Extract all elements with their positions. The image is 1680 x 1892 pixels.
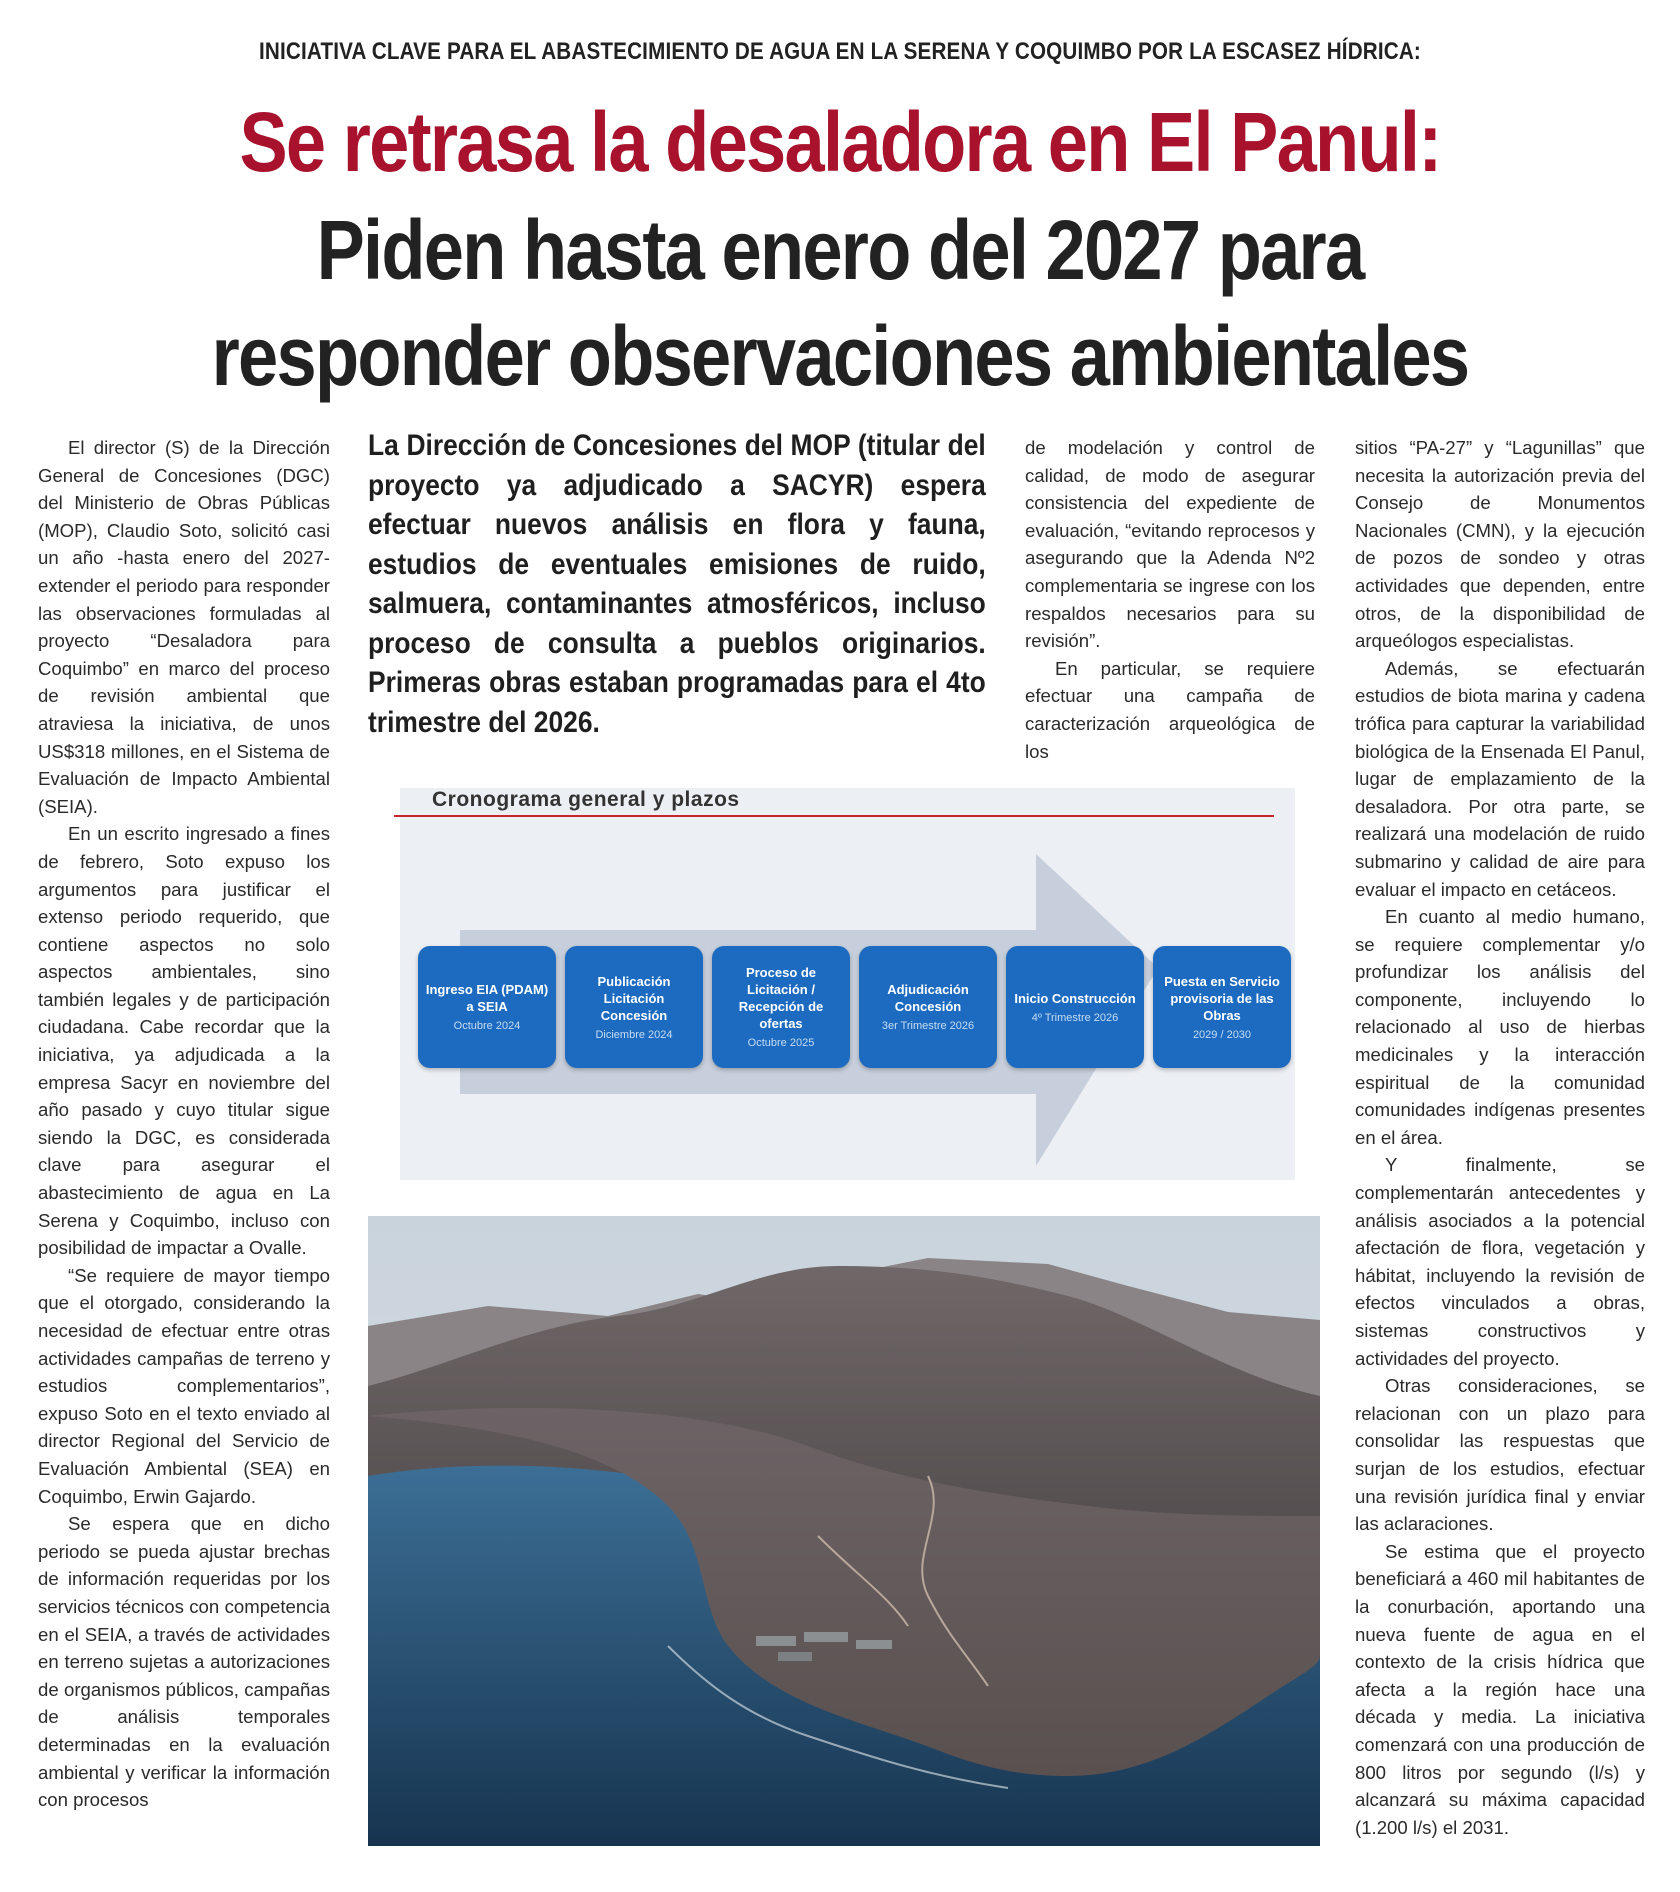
- building: [804, 1632, 848, 1642]
- step-date: 2029 / 2030: [1192, 1028, 1252, 1041]
- headline-line-1: Se retrasa la desaladora en El Panul:: [239, 95, 1441, 189]
- timeline-step: [859, 946, 997, 1068]
- paragraph: Se espera que en dicho periodo se pueda ajustar brechas de información requeridas por los servicios técnicos con competencia en el SEIA, a través de actividades en terreno sujetas a autorizaciones de organismos públicos, campañas de análisis temporales determinadas en la evaluación ambiental y verificar la información con procesos: [38, 1513, 330, 1811]
- paragraph: sitios “PA-27” y “Lagunillas” que necesita la autorización previa del Consejo de Monumentos Nacionales (CMN), y la ejecución de pozos de sondeo y otras actividades que dependen, entre otros, de la disponibilidad de arqueólogos especialistas.: [1355, 437, 1645, 652]
- paragraph: “Se requiere de mayor tiempo que el otorgado, considerando la necesidad de efectuar entre otras actividades campañas de terreno y estudios complementarios”, expuso Soto en el texto enviado al director Regional del Servicio de Evaluación Ambiental (SEA) en Coquimbo, Erwin Gajardo.: [38, 1264, 330, 1507]
- timeline-step: [418, 946, 556, 1068]
- headline-line-3: responder observaciones ambientales: [211, 309, 1469, 403]
- kicker: INICIATIVA CLAVE PARA EL ABASTECIMIENTO DE AGUA EN LA SERENA Y COQUIMBO POR LA ESCASEZ HÍDRICA:: [259, 38, 1421, 65]
- timeline-step: [1153, 946, 1291, 1068]
- step-label: Ingreso EIA (PDAM) a SEIA: [425, 982, 549, 1014]
- paragraph: En un escrito ingresado a fines de febrero, Soto expuso los argumentos para justificar el extenso periodo requerido, que contiene aspectos no solo aspectos ambientales, sino también legales y de participación ciudadana. Cabe recordar que la iniciativa, ya adjudicada a la empresa Sacyr en noviembre del año pasado y cuyo titular sigue siendo la DGC, es considerada clave para asegurar el abastecimiento de agua en La Serena y Coquimbo, incluso con posibilidad de impactar a Ovalle.: [38, 823, 330, 1259]
- article-column-1: [38, 434, 330, 1814]
- lead-paragraph: La Dirección de Concesiones del MOP (titular del proyecto ya adjudicado a SACYR) espera efectuar nuevos análisis en flora y fauna, estudios de eventuales emisiones de ruido, salmuera, contaminantes atmosféricos, incluso proceso de consulta a pueblos originarios. Primeras obras estaban programadas para el 4to trimestre del 2026.: [368, 429, 986, 739]
- step-date: Diciembre 2024: [595, 1028, 673, 1041]
- step-label: Inicio Construcción: [1014, 990, 1136, 1006]
- building: [778, 1652, 812, 1661]
- article-column-3: [1025, 434, 1315, 765]
- step-date: 4º Trimestre 2026: [1031, 1011, 1119, 1024]
- step-label: Adjudicación Concesión: [887, 982, 969, 1014]
- step-label: Publicación Licitación Concesión: [597, 973, 671, 1023]
- step-date: Octubre 2025: [747, 1037, 815, 1049]
- timeline-step: [565, 946, 703, 1068]
- step-date: Octubre 2024: [453, 1020, 521, 1032]
- step-label: Puesta en Servicio provisoria de las Obras: [1164, 973, 1280, 1023]
- timeline-infographic: [400, 788, 1295, 1180]
- paragraph: Otras consideraciones, se relacionan con un plazo para consolidar las respuestas que surjan de los estudios, efectuar una revisión jurídica final y enviar las aclaraciones.: [1355, 1375, 1645, 1535]
- headline-line-2: Piden hasta enero del 2027 para: [316, 203, 1364, 297]
- paragraph: de modelación y control de calidad, de modo de asegurar consistencia del expediente de evaluación, “evitando reprocesos y asegurando que la Adenda Nº2 complementaria se ingrese con los respaldos necesarios para su revisión”.: [1025, 437, 1315, 652]
- aerial-photo-el-panul: [368, 1216, 1320, 1846]
- building: [856, 1640, 892, 1649]
- timeline-step: [1006, 946, 1144, 1068]
- paragraph: El director (S) de la Dirección General de Concesiones (DGC) del Ministerio de Obras Públicas (MOP), Claudio Soto, solicitó casi un año -hasta enero del 2027- extender el periodo para responder las observaciones formuladas al proyecto “Desaladora para Coquimbo” en marco del proceso de revisión ambiental que atraviesa la iniciativa, de unos US$318 millones, en el Sistema de Evaluación de Impacto Ambiental (SEIA).: [38, 437, 330, 817]
- paragraph: Además, se efectuarán estudios de biota marina y cadena trófica para capturar la variabilidad biológica de la Ensenada El Panul, lugar de emplazamiento de la desaladora. Por otra parte, se realizará una modelación de ruido submarino y calidad de aire para evaluar el impacto en cetáceos.: [1355, 657, 1645, 900]
- paragraph: En particular, se requiere efectuar una campaña de caracterización arqueológica de los: [1025, 657, 1315, 762]
- paragraph: Se estima que el proyecto beneficiará a 460 mil habitantes de la conurbación, aportando una nueva fuente de agua en el contexto de la crisis hídrica que afecta a la región hace una década y media. La iniciativa comenzará con una producción de 800 litros por segundo (l/s) y alcanzará su máxima capacidad (1.200 l/s) el 2031.: [1355, 1540, 1645, 1838]
- timeline-step: [712, 946, 850, 1068]
- timeline-title: Cronograma general y plazos: [432, 788, 740, 811]
- building: [756, 1636, 796, 1646]
- article-column-4: [1355, 434, 1645, 1841]
- paragraph: Y finalmente, se complementarán antecedentes y análisis asociados a la potencial afectación de flora, vegetación y hábitat, incluyendo la revisión de efectos vinculados a obras, sistemas constructivos y actividades del proyecto.: [1355, 1154, 1645, 1369]
- paragraph: En cuanto al medio humano, se requiere complementar y/o profundizar los análisis del componente, incluyendo lo relacionado al uso de hierbas medicinales y la interacción espiritual de la comunidad comunidades indígenas presentes en el área.: [1355, 906, 1645, 1148]
- step-date: 3er Trimestre 2026: [881, 1020, 975, 1032]
- step-label: Proceso de Licitación / Recepción de ofertas: [738, 965, 824, 1031]
